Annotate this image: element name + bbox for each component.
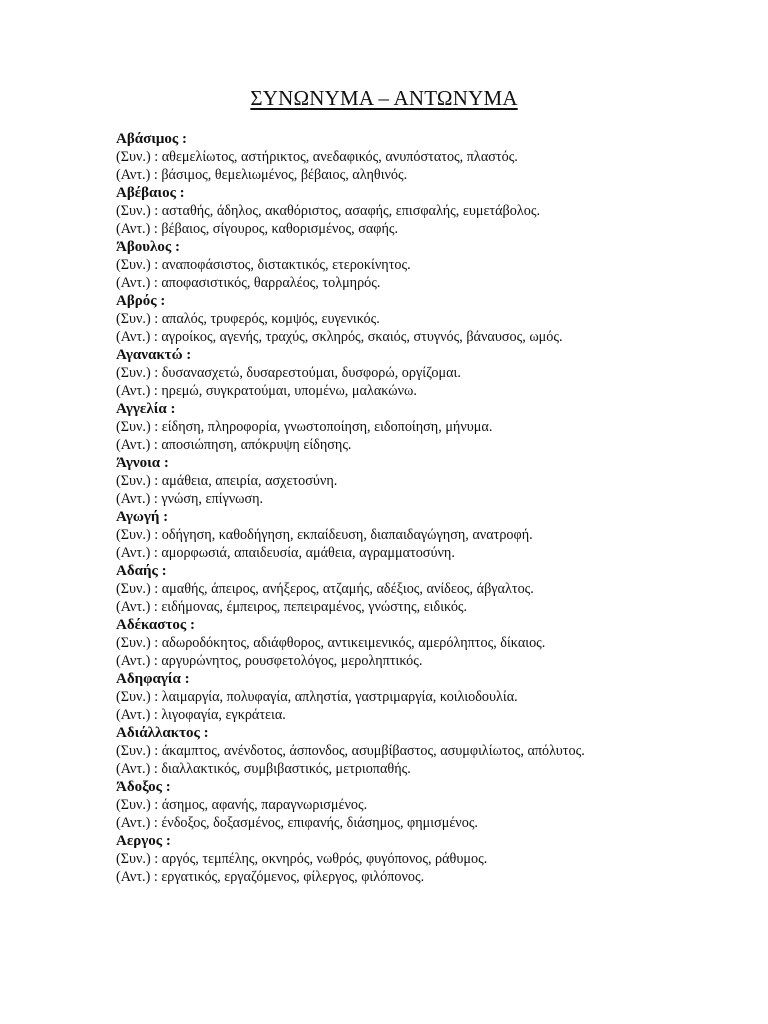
antonyms-line xyxy=(116,220,652,238)
synonyms-line-label: (Συν.) : xyxy=(116,473,159,489)
antonyms-line-text: ηρεμώ, συγκρατούμαι, υπομένω, μαλακώνω. xyxy=(161,383,417,399)
antonyms-line-label: (Αντ.) : xyxy=(116,275,158,291)
page-title: ΣΥΝΩΝΥΜΑ – ΑΝΤΩΝΥΜΑ xyxy=(250,86,518,110)
antonyms-line-label: (Αντ.) : xyxy=(116,329,158,345)
synonyms-line-label: (Συν.) : xyxy=(116,419,159,435)
synonyms-line-label: (Συν.) : xyxy=(116,797,159,813)
antonyms-line-label: (Αντ.) : xyxy=(116,707,158,723)
antonyms-line xyxy=(116,382,652,400)
synonyms-line xyxy=(116,742,652,760)
synonyms-line-text: αμαθής, άπειρος, ανήξερος, ατζαμής, αδέξιος, ανίδεος, άβγαλτος. xyxy=(161,581,534,597)
antonyms-line-text: αγροίκος, αγενής, τραχύς, σκληρός, σκαιός, στυγνός, βάναυσος, ωμός. xyxy=(161,329,563,345)
antonyms-line xyxy=(116,868,652,886)
synonyms-line-text: αθεμελίωτος, αστήρικτος, ανεδαφικός, ανυπόστατος, πλαστός. xyxy=(161,149,518,165)
antonyms-line-text: βάσιμος, θεμελιωμένος, βέβαιος, αληθινός. xyxy=(161,167,408,183)
synonyms-line-label: (Συν.) : xyxy=(116,581,159,597)
entry-word: Αγανακτώ : xyxy=(116,347,192,363)
entry-word: Αδιάλλακτος : xyxy=(116,725,209,741)
entry-word: Αγγελία : xyxy=(116,401,176,417)
synonyms-line-label: (Συν.) : xyxy=(116,527,159,543)
antonyms-line-label: (Αντ.) : xyxy=(116,815,158,831)
synonyms-line-text: λαιμαργία, πολυφαγία, απληστία, γαστριμαργία, κοιλιοδουλία. xyxy=(161,689,518,705)
entry xyxy=(116,724,652,778)
antonyms-line-label: (Αντ.) : xyxy=(116,437,158,453)
entry-word: Άγνοια : xyxy=(116,455,169,471)
antonyms-line xyxy=(116,436,652,454)
antonyms-line-text: αμορφωσιά, απαιδευσία, αμάθεια, αγραμματοσύνη. xyxy=(161,545,455,561)
antonyms-line-label: (Αντ.) : xyxy=(116,599,158,615)
antonyms-line-label: (Αντ.) : xyxy=(116,869,158,885)
entry-word: Άδοξος : xyxy=(116,779,171,795)
synonyms-line-label: (Συν.) : xyxy=(116,203,159,219)
synonyms-line-label: (Συν.) : xyxy=(116,365,159,381)
antonyms-line xyxy=(116,328,652,346)
antonyms-line xyxy=(116,598,652,616)
synonyms-line-label: (Συν.) : xyxy=(116,257,159,273)
synonyms-line-text: είδηση, πληροφορία, γνωστοποίηση, ειδοποίηση, μήνυμα. xyxy=(161,419,493,435)
antonyms-line xyxy=(116,706,652,724)
synonyms-line xyxy=(116,418,652,436)
synonyms-line-text: ασταθής, άδηλος, ακαθόριστος, ασαφής, επισφαλής, ευμετάβολος. xyxy=(161,203,540,219)
synonyms-line xyxy=(116,256,652,274)
synonyms-line xyxy=(116,634,652,652)
entry xyxy=(116,670,652,724)
synonyms-line-text: άσημος, αφανής, παραγνωρισμένος. xyxy=(161,797,368,813)
entry-list xyxy=(116,130,652,886)
entry xyxy=(116,184,652,238)
entry xyxy=(116,616,652,670)
entry xyxy=(116,562,652,616)
entry-word: Αβέβαιος : xyxy=(116,185,185,201)
antonyms-line-text: αποσιώπηση, απόκρυψη είδησης. xyxy=(161,437,352,453)
entry xyxy=(116,508,652,562)
entry xyxy=(116,778,652,832)
entry xyxy=(116,346,652,400)
antonyms-line-text: αποφασιστικός, θαρραλέος, τολμηρός. xyxy=(161,275,381,291)
synonyms-line-text: αμάθεια, απειρία, ασχετοσύνη. xyxy=(161,473,338,489)
antonyms-line-label: (Αντ.) : xyxy=(116,383,158,399)
antonyms-line-text: λιγοφαγία, εγκράτεια. xyxy=(161,707,286,723)
antonyms-line-text: γνώση, επίγνωση. xyxy=(161,491,264,507)
antonyms-line xyxy=(116,652,652,670)
synonyms-line xyxy=(116,850,652,868)
synonyms-line-label: (Συν.) : xyxy=(116,635,159,651)
synonyms-line-label: (Συν.) : xyxy=(116,149,159,165)
entry xyxy=(116,292,652,346)
entry-word: Αδηφαγία : xyxy=(116,671,190,687)
antonyms-line-text: διαλλακτικός, συμβιβαστικός, μετριοπαθής. xyxy=(161,761,411,777)
antonyms-line xyxy=(116,166,652,184)
antonyms-line-text: ειδήμονας, έμπειρος, πεπειραμένος, γνώστης, ειδικός. xyxy=(161,599,468,615)
synonyms-line-text: οδήγηση, καθοδήγηση, εκπαίδευση, διαπαιδαγώγηση, ανατροφή. xyxy=(161,527,533,543)
entry xyxy=(116,238,652,292)
entry-word: Αβρός : xyxy=(116,293,166,309)
synonyms-line-label: (Συν.) : xyxy=(116,743,159,759)
antonyms-line xyxy=(116,274,652,292)
entry-word: Αγωγή : xyxy=(116,509,169,525)
antonyms-line-text: εργατικός, εργαζόμενος, φίλεργος, φιλόπονος. xyxy=(161,869,425,885)
synonyms-line-text: αργός, τεμπέλης, οκνηρός, νωθρός, φυγόπονος, ράθυμος. xyxy=(161,851,488,867)
antonyms-line-label: (Αντ.) : xyxy=(116,653,158,669)
synonyms-line-text: δυσανασχετώ, δυσαρεστούμαι, δυσφορώ, οργίζομαι. xyxy=(161,365,461,381)
antonyms-line xyxy=(116,814,652,832)
synonyms-line xyxy=(116,472,652,490)
synonyms-line xyxy=(116,364,652,382)
synonyms-line-text: απαλός, τρυφερός, κομψός, ευγενικός. xyxy=(161,311,380,327)
entry-word: Αδαής : xyxy=(116,563,167,579)
synonyms-line xyxy=(116,148,652,166)
synonyms-line xyxy=(116,796,652,814)
synonyms-line xyxy=(116,580,652,598)
antonyms-line xyxy=(116,760,652,778)
synonyms-line xyxy=(116,202,652,220)
synonyms-line xyxy=(116,688,652,706)
entry xyxy=(116,454,652,508)
antonyms-line xyxy=(116,490,652,508)
antonyms-line-text: αργυρώνητος, ρουσφετολόγος, μεροληπτικός. xyxy=(161,653,423,669)
entry-word: Άβουλος : xyxy=(116,239,180,255)
synonyms-line-label: (Συν.) : xyxy=(116,851,159,867)
antonyms-line-text: βέβαιος, σίγουρος, καθορισμένος, σαφής. xyxy=(161,221,399,237)
antonyms-line-label: (Αντ.) : xyxy=(116,221,158,237)
entry xyxy=(116,832,652,886)
antonyms-line-label: (Αντ.) : xyxy=(116,167,158,183)
synonyms-line xyxy=(116,310,652,328)
antonyms-line-label: (Αντ.) : xyxy=(116,761,158,777)
entry xyxy=(116,400,652,454)
antonyms-line-text: ένδοξος, δοξασμένος, επιφανής, διάσημος, φημισμένος. xyxy=(161,815,478,831)
entry-word: Αβάσιμος : xyxy=(116,131,187,147)
synonyms-line-text: αναποφάσιστος, διστακτικός, ετεροκίνητος. xyxy=(161,257,411,273)
antonyms-line xyxy=(116,544,652,562)
synonyms-line-text: αδωροδόκητος, αδιάφθορος, αντικειμενικός, αμερόληπτος, δίκαιος. xyxy=(161,635,546,651)
antonyms-line-label: (Αντ.) : xyxy=(116,545,158,561)
synonyms-line-text: άκαμπτος, ανένδοτος, άσπονδος, ασυμβίβαστος, ασυμφιλίωτος, απόλυτος. xyxy=(161,743,585,759)
entry-word: Αεργος : xyxy=(116,833,171,849)
synonyms-line-label: (Συν.) : xyxy=(116,689,159,705)
entry-word: Αδέκαστος : xyxy=(116,617,195,633)
synonyms-line xyxy=(116,526,652,544)
entry xyxy=(116,130,652,184)
synonyms-line-label: (Συν.) : xyxy=(116,311,159,327)
antonyms-line-label: (Αντ.) : xyxy=(116,491,158,507)
